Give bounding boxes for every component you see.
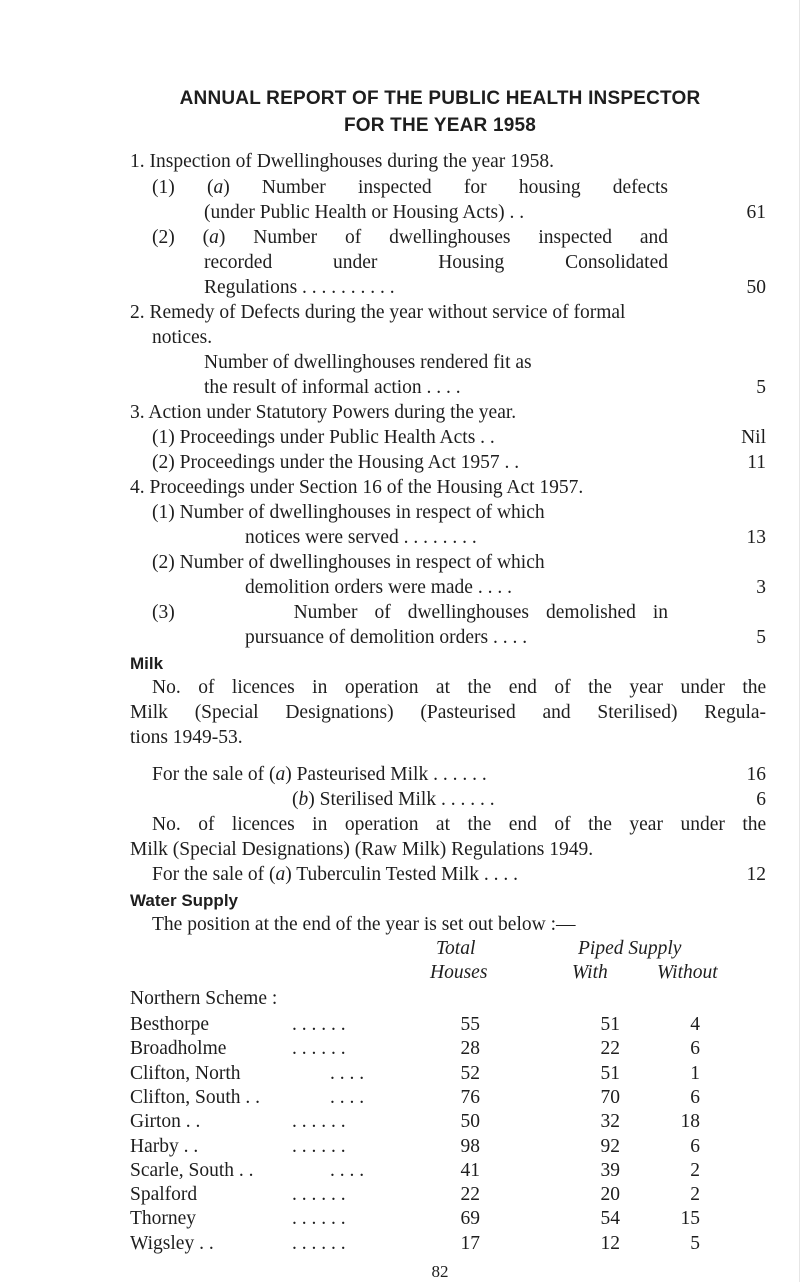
table-row-without: 6 (690, 1038, 700, 1059)
section-3-item-2-value: 11 (747, 452, 766, 473)
section-1-item-2-line-1: (2) (a) Number of dwellinghouses inspected and (152, 227, 669, 248)
table-row-total: 41 (460, 1160, 480, 1181)
table-row-place: Wigsley . . (130, 1233, 214, 1254)
column-header-piped-supply: Piped Supply (578, 938, 682, 959)
section-4-item-2-line-2: demolition orders were made . . . . (245, 577, 512, 598)
table-row-place: Girton . . (130, 1111, 201, 1132)
section-4-item-2-line-1: (2) Number of dwellinghouses in respect of which (152, 552, 545, 573)
section-4-item-2-value: 3 (756, 577, 766, 598)
column-header-total: Total (436, 938, 476, 959)
table-row-dots: . . . . . . (292, 1111, 346, 1132)
page-number: 82 (431, 1262, 449, 1281)
table-row-with: 54 (600, 1208, 620, 1229)
table-row-with: 51 (600, 1014, 620, 1035)
table-row-without: 18 (680, 1111, 700, 1132)
table-row-total: 28 (460, 1038, 480, 1059)
table-row-with: 39 (600, 1160, 620, 1181)
water-supply-heading: Water Supply (130, 891, 238, 910)
table-row-total: 98 (460, 1136, 480, 1157)
section-4-item-1-line-1: (1) Number of dwellinghouses in respect of which (152, 502, 545, 523)
table-row-dots: . . . . . . (292, 1136, 346, 1157)
section-1-item-2-value: 50 (746, 277, 766, 298)
table-row-without: 1 (690, 1063, 700, 1084)
table-row-total: 50 (460, 1111, 480, 1132)
section-4-item-1-line-2: notices were served . . . . . . . . (245, 527, 477, 548)
milk-pasteurised-line: For the sale of (a) Pasteurised Milk . . . . . . (152, 764, 487, 785)
section-1-item-1-line-1: (1) (a) Number inspected for housing defects (152, 177, 668, 198)
section-4-heading: 4. Proceedings under Section 16 of the Housing Act 1957. (130, 477, 584, 498)
table-row-with: 32 (600, 1111, 620, 1132)
table-row-total: 55 (460, 1014, 480, 1035)
milk-paragraph-1-line-2: Milk (Special Designations) (Pasteurised and Sterilised) Regula- (130, 702, 767, 723)
table-row-with: 20 (600, 1184, 620, 1205)
section-3-item-1-value: Nil (741, 427, 766, 448)
column-header-without: Without (657, 962, 718, 983)
milk-paragraph-1-line-1: No. of licences in operation at the end of the year under the (152, 677, 767, 698)
table-row-total: 22 (460, 1184, 480, 1205)
milk-heading: Milk (130, 654, 164, 673)
table-row-with: 51 (600, 1063, 620, 1084)
section-3-heading: 3. Action under Statutory Powers during the year. (130, 402, 517, 423)
table-row-without: 2 (690, 1160, 700, 1181)
section-4-item-3-line-1: (3) Number of dwellinghouses demolished in (152, 602, 669, 623)
table-row-without: 15 (680, 1208, 700, 1229)
table-row-dots: . . . . . . (292, 1038, 346, 1059)
table-row-total: 52 (460, 1063, 480, 1084)
table-row-place: Harby . . (130, 1136, 199, 1157)
table-row-place: Clifton, South . . (130, 1087, 261, 1108)
table-row-dots: . . . . . . (292, 1184, 346, 1205)
table-row-place: Broadholme (130, 1038, 227, 1059)
table-row-without: 6 (690, 1136, 700, 1157)
report-title-line-1: ANNUAL REPORT OF THE PUBLIC HEALTH INSPECTOR (179, 88, 701, 109)
table-row-dots: . . . . (330, 1063, 365, 1084)
table-row-with: 12 (600, 1233, 620, 1254)
table-row-dots: . . . . . . (292, 1208, 346, 1229)
section-2-value: 5 (756, 377, 766, 398)
milk-tuberculin-value: 12 (746, 864, 766, 885)
table-row-dots: . . . . (330, 1160, 365, 1181)
column-header-with: With (572, 962, 608, 983)
milk-pasteurised-value: 16 (746, 764, 766, 785)
section-3-item-2: (2) Proceedings under the Housing Act 1957 . . (152, 452, 520, 473)
section-2-line-3: Number of dwellinghouses rendered fit as (204, 352, 532, 373)
table-row-place: Thorney (130, 1208, 197, 1229)
table-row-dots: . . . . . . (292, 1233, 346, 1254)
milk-tuberculin-line: For the sale of (a) Tuberculin Tested Milk . . . . (152, 864, 519, 885)
table-row-place: Scarle, South . . (130, 1160, 254, 1181)
section-1-item-2-line-2: recorded under Housing Consolidated (204, 252, 669, 273)
section-1-item-2-line-3: Regulations . . . . . . . . . . (204, 277, 395, 298)
section-1-heading: 1. Inspection of Dwellinghouses during the year 1958. (130, 151, 555, 172)
section-4-item-3-line-2: pursuance of demolition orders . . . . (245, 627, 528, 648)
milk-sterilised-line: (b) Sterilised Milk . . . . . . (292, 789, 495, 810)
section-4-item-1-value: 13 (746, 527, 766, 548)
section-2-line-1: 2. Remedy of Defects during the year without service of formal (130, 302, 626, 323)
table-row-with: 70 (600, 1087, 620, 1108)
table-row-with: 22 (600, 1038, 620, 1059)
report-title-line-2: FOR THE YEAR 1958 (343, 115, 537, 136)
section-2-line-4: the result of informal action . . . . (204, 377, 461, 398)
water-supply-intro: The position at the end of the year is set out below :— (152, 914, 576, 935)
section-1-item-1-line-2: (under Public Health or Housing Acts) . . (204, 202, 525, 223)
table-row-dots: . . . . (330, 1087, 365, 1108)
table-row-without: 5 (690, 1233, 700, 1254)
table-row-without: 2 (690, 1184, 700, 1205)
section-2-line-2: notices. (152, 327, 213, 348)
table-row-without: 4 (690, 1014, 700, 1035)
table-row-place: Besthorpe (130, 1014, 210, 1035)
table-row-place: Spalford (130, 1184, 198, 1205)
section-1-item-1-value: 61 (746, 202, 766, 223)
section-3-item-1: (1) Proceedings under Public Health Acts . . (152, 427, 495, 448)
column-header-houses: Houses (430, 962, 488, 983)
section-4-item-3-value: 5 (756, 627, 766, 648)
table-row-dots: . . . . . . (292, 1014, 346, 1035)
table-row-total: 76 (460, 1087, 480, 1108)
milk-paragraph-2-line-1: No. of licences in operation at the end of the year under the (152, 814, 767, 835)
milk-paragraph-2-line-2: Milk (Special Designations) (Raw Milk) Regulations 1949. (130, 839, 594, 860)
table-row-without: 6 (690, 1087, 700, 1108)
table-row-place: Clifton, North (130, 1063, 241, 1084)
table-row-total: 69 (460, 1208, 480, 1229)
milk-sterilised-value: 6 (756, 789, 766, 810)
milk-paragraph-1-line-3: tions 1949-53. (130, 727, 243, 748)
table-row-total: 17 (460, 1233, 480, 1254)
table-row-with: 92 (600, 1136, 620, 1157)
northern-scheme-label: Northern Scheme : (130, 988, 278, 1009)
